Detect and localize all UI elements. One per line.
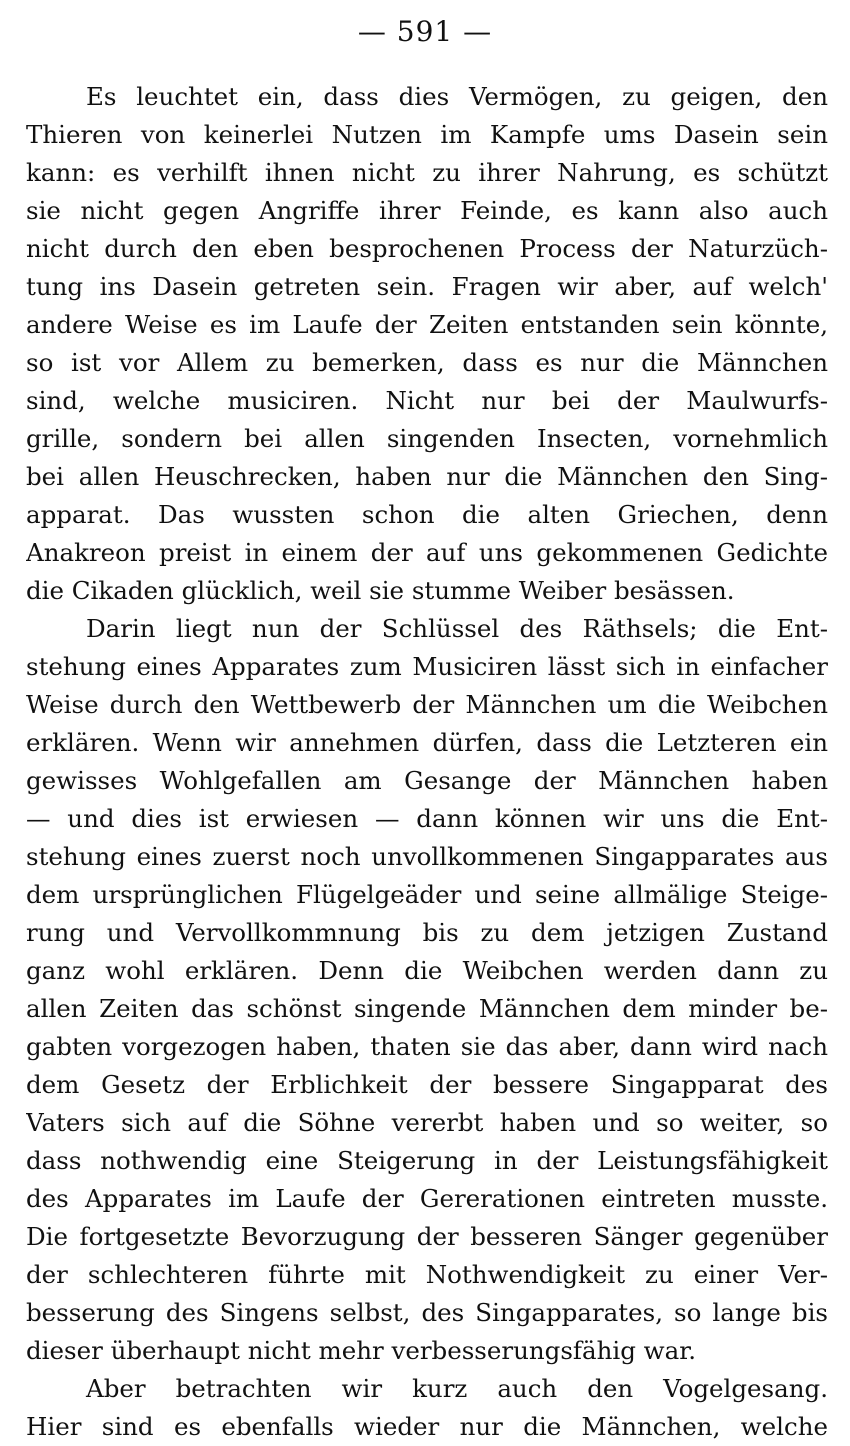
text-line: stehung eines zuerst noch unvollkommenen Singapparates aus	[26, 842, 828, 871]
text-line: — und dies ist erwiesen — dann können wir uns die Ent-	[26, 804, 828, 833]
paragraph	[26, 78, 828, 610]
paragraph	[26, 610, 828, 1370]
text-line: dem Gesetz der Erblichkeit der bessere Singapparat des	[26, 1070, 828, 1099]
text-line: besserung des Singens selbst, des Singapparates, so lange bis	[26, 1298, 828, 1327]
text-line: sie nicht gegen Angriffe ihrer Feinde, es kann also auch	[26, 196, 828, 225]
text-line: Es leuchtet ein, dass dies Vermögen, zu geigen, den	[86, 82, 828, 111]
text-line: des Apparates im Laufe der Gererationen eintreten musste.	[26, 1184, 828, 1213]
text-line: rung und Vervollkommnung bis zu dem jetzigen Zustand	[26, 918, 828, 947]
text-line: die Cikaden glücklich, weil sie stumme Weiber besässen.	[26, 576, 735, 605]
text-line: dass nothwendig eine Steigerung in der Leistungsfähigkeit	[26, 1146, 828, 1175]
page-number: — 591 —	[357, 15, 493, 48]
text-line: allen Zeiten das schönst singende Männchen dem minder be-	[26, 994, 828, 1023]
text-line: der schlechteren führte mit Nothwendigkeit zu einer Ver-	[26, 1260, 828, 1289]
text-line: Anakreon preist in einem der auf uns gekommenen Gedichte	[26, 538, 828, 567]
text-line: so ist vor Allem zu bemerken, dass es nur die Männchen	[26, 348, 828, 377]
text-line: Aber betrachten wir kurz auch den Vogelgesang.	[86, 1374, 828, 1403]
text-line: erklären. Wenn wir annehmen dürfen, dass die Letzteren ein	[26, 728, 828, 757]
text-line: Hier sind es ebenfalls wieder nur die Männchen, welche	[26, 1412, 828, 1441]
text-line: Weise durch den Wettbewerb der Männchen um die Weibchen	[26, 690, 828, 719]
text-line: Darin liegt nun der Schlüssel des Räthsels; die Ent-	[86, 614, 828, 643]
paragraph	[26, 1370, 828, 1446]
text-line: kann: es verhilft ihnen nicht zu ihrer Nahrung, es schützt	[26, 158, 828, 187]
text-line: andere Weise es im Laufe der Zeiten entstanden sein könnte,	[26, 310, 828, 339]
text-line: nicht durch den eben besprochenen Process der Naturzüch-	[26, 234, 828, 263]
text-line: Vaters sich auf die Söhne vererbt haben und so weiter, so	[26, 1108, 828, 1137]
text-line: ganz wohl erklären. Denn die Weibchen werden dann zu	[26, 956, 828, 985]
text-line: dem ursprünglichen Flügelgeäder und seine allmälige Steige-	[26, 880, 828, 909]
text-line: sind, welche musiciren. Nicht nur bei der Maulwurfs-	[26, 386, 828, 415]
text-line: apparat. Das wussten schon die alten Griechen, denn	[26, 500, 828, 529]
text-line: stehung eines Apparates zum Musiciren lässt sich in einfacher	[26, 652, 828, 681]
text-line: bei allen Heuschrecken, haben nur die Männchen den Sing-	[26, 462, 828, 491]
text-line: tung ins Dasein getreten sein. Fragen wir aber, auf welch'	[26, 272, 828, 301]
text-line: gabten vorgezogen haben, thaten sie das aber, dann wird nach	[26, 1032, 828, 1061]
text-line: gewisses Wohlgefallen am Gesange der Männchen haben	[26, 766, 828, 795]
text-line: Die fortgesetzte Bevorzugung der besseren Sänger gegenüber	[26, 1222, 828, 1251]
body-text	[26, 78, 828, 1446]
text-line: dieser überhaupt nicht mehr verbesserungsfähig war.	[26, 1336, 697, 1365]
text-line: Thieren von keinerlei Nutzen im Kampfe ums Dasein sein	[26, 120, 828, 149]
text-line: grille, sondern bei allen singenden Insecten, vornehmlich	[26, 424, 828, 453]
